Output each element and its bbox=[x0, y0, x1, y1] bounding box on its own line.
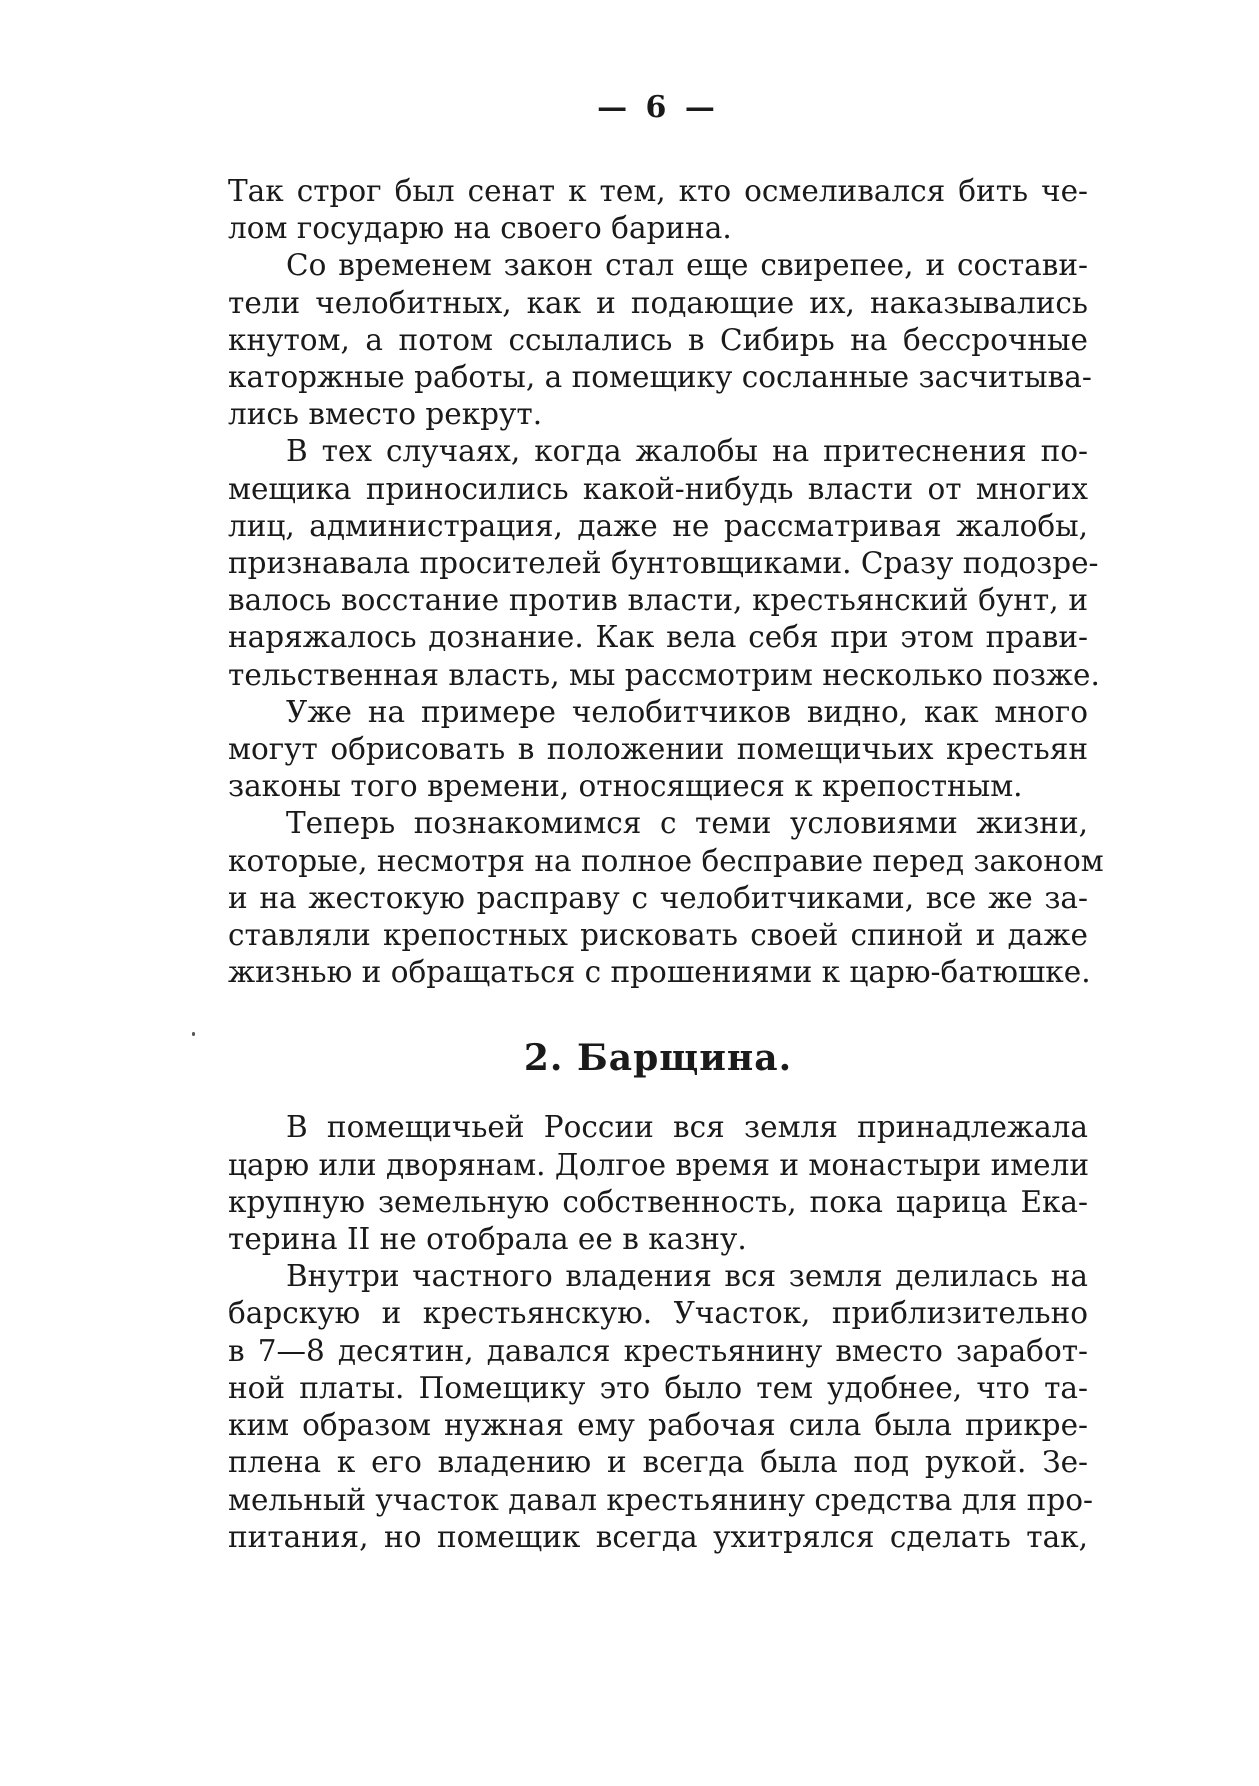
text-line: Уже на примере челобитчиков видно, как много bbox=[286, 694, 1088, 729]
paragraph bbox=[228, 805, 1104, 991]
text-line: тели челобитных, как и подающие их, наказывались bbox=[228, 285, 1088, 320]
text-line: крупную земельную собственность, пока царица Ека- bbox=[228, 1184, 1088, 1219]
page-number: — 6 — bbox=[597, 90, 719, 125]
paragraph bbox=[228, 247, 1092, 433]
text-line: тельственная власть, мы рассмотрим несколько позже. bbox=[228, 657, 1100, 692]
paragraph bbox=[228, 173, 1088, 247]
text-line: мельный участок давал крестьянину средства для про- bbox=[228, 1482, 1093, 1517]
text-line: Внутри частного владения вся земля делилась на bbox=[286, 1259, 1088, 1294]
text-line: кнутом, а потом ссылались в Сибирь на бессрочные bbox=[228, 322, 1088, 357]
text-line: валось восстание против власти, крестьянский бунт, и bbox=[228, 583, 1088, 618]
text-line: царю или дворянам. Долгое время и монастыри имели bbox=[228, 1147, 1090, 1182]
text-line: лом государю на своего барина. bbox=[228, 211, 732, 246]
text-line: жизнью и обращаться с прошениями к царю-батюшке. bbox=[228, 955, 1091, 990]
text-line: Теперь познакомимся с теми условиями жизни, bbox=[286, 806, 1088, 841]
text-line: в 7—8 десятин, давался крестьянину вместо заработ- bbox=[228, 1333, 1088, 1368]
text-line: питания, но помещик всегда ухитрялся сделать так, bbox=[228, 1519, 1088, 1554]
text-line: Так строг был сенат к тем, кто осмеливался бить че- bbox=[228, 174, 1088, 208]
section-heading: 2. Барщина. bbox=[523, 1037, 793, 1080]
text-line: барскую и крестьянскую. Участок, приблизительно bbox=[228, 1296, 1088, 1331]
text-line: ким образом нужная ему рабочая сила была прикре- bbox=[228, 1408, 1088, 1443]
text-line: плена к его владению и всегда была под рукой. Зе- bbox=[228, 1445, 1088, 1480]
text-line: лись вместо рекрут. bbox=[228, 397, 543, 432]
text-line: В тех случаях, когда жалобы на притеснения по- bbox=[286, 434, 1088, 469]
text-line: ставляли крепостных рисковать своей спиной и даже bbox=[228, 918, 1088, 953]
text-line: мещика приносились какой-нибудь власти от многих bbox=[228, 471, 1088, 506]
text-line: и на жестокую расправу с челобитчиками, все же за- bbox=[228, 880, 1088, 915]
text-line: наряжалось дознание. Как вела себя при этом прави- bbox=[228, 620, 1088, 655]
text-line: признавала просителей бунтовщиками. Сразу подозре- bbox=[228, 546, 1099, 581]
text-line: каторжные работы, а помещику сосланные засчитыва- bbox=[228, 360, 1092, 395]
paragraph bbox=[228, 1258, 1093, 1556]
text-line: законы того времени, относящиеся к крепостным. bbox=[228, 769, 1023, 804]
text-line: могут обрисовать в положении помещичьих крестьян bbox=[228, 732, 1088, 767]
book-page bbox=[228, 70, 1104, 1556]
text-line: В помещичьей России вся земля принадлежала bbox=[286, 1110, 1088, 1145]
paragraph bbox=[228, 433, 1100, 693]
text-line: терина II не отобрала ее в казну. bbox=[228, 1222, 747, 1257]
text-line: которые, несмотря на полное бесправие перед законом bbox=[228, 843, 1104, 878]
paragraph bbox=[228, 1109, 1088, 1258]
text-line: ной платы. Помещику это было тем удобнее, что та- bbox=[228, 1370, 1088, 1405]
section-body-text bbox=[228, 1109, 1093, 1555]
body-text bbox=[228, 173, 1104, 991]
scan-speck bbox=[192, 1032, 195, 1036]
paragraph bbox=[228, 694, 1088, 806]
text-line: Со временем закон стал еще свирепее, и состави- bbox=[286, 248, 1088, 283]
text-line: лиц, администрация, даже не рассматривая жалобы, bbox=[228, 508, 1088, 543]
